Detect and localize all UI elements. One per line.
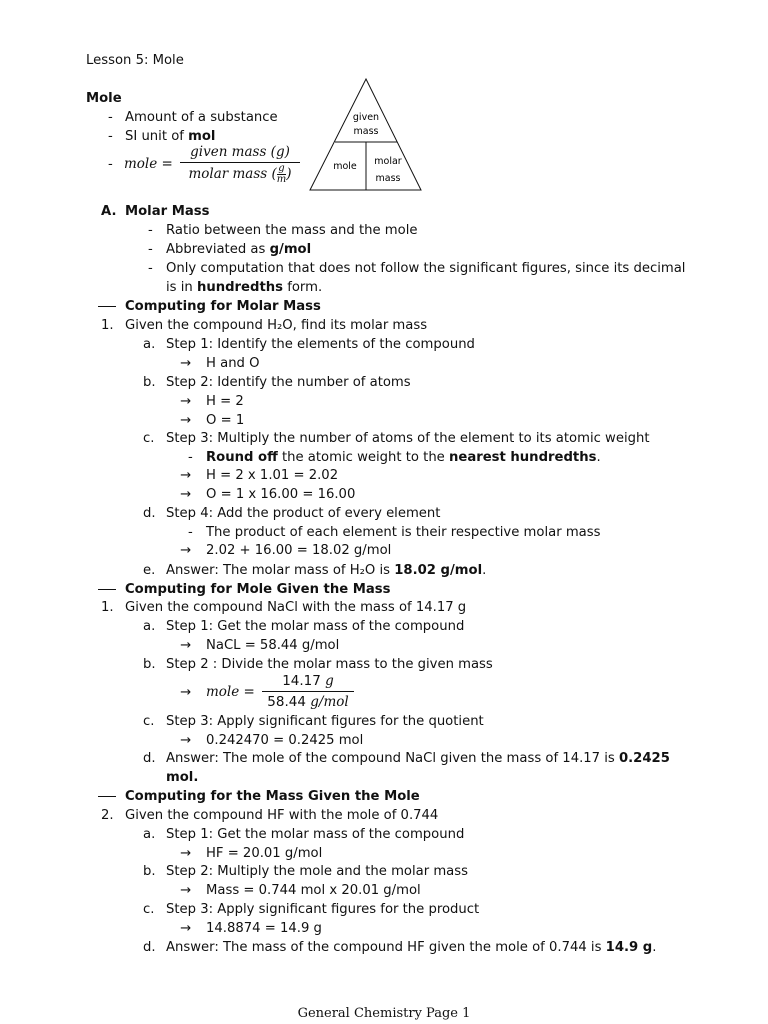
molar-mass-bullet-2: Abbreviated as g/mol (166, 242, 312, 257)
mole-bullet-si-unit: SI unit of mol (125, 129, 216, 144)
sec1-number: 1. (101, 318, 114, 333)
arrow-icon: → (180, 685, 192, 700)
step-letter: c. (143, 431, 155, 446)
bullet-hyphen: - (188, 450, 193, 465)
sec1-step-b-result-1: H = 2 (206, 394, 244, 409)
bullet-hyphen: - (108, 129, 113, 144)
sec2-step-c: Step 3: Apply significant figures for the quotient (166, 714, 484, 729)
step-letter: a. (143, 619, 156, 634)
arrow-icon: → (180, 638, 192, 653)
arrow-icon: → (180, 846, 192, 861)
triangle-top-line1: given (352, 112, 380, 123)
sec1-step-d: Step 4: Add the product of every element (166, 506, 441, 521)
sec3-step-b: Step 2: Multiply the mole and the molar mass (166, 864, 469, 879)
molar-mass-bullet-3-cont: is in hundredths form. (166, 280, 323, 295)
sec2-answer-cont: mol. (166, 770, 199, 785)
sec3-step-a-result: HF = 20.01 g/mol (206, 846, 323, 861)
step-letter: e. (143, 563, 156, 578)
step-letter: d. (143, 751, 156, 766)
bullet-hyphen: - (108, 110, 113, 125)
sec2-formula-numerator: 14.17 g (282, 673, 334, 689)
sec1-step-c-result-1: H = 2 x 1.01 = 2.02 (206, 468, 339, 483)
step-letter: b. (143, 375, 156, 390)
sec2-given: Given the compound NaCl with the mass of 14.17 g (125, 600, 467, 615)
sec1-step-b-result-2: O = 1 (206, 413, 245, 428)
sec1-step-b: Step 2: Identify the number of atoms (166, 375, 411, 390)
bullet-hyphen: - (148, 261, 153, 276)
sec2-step-a-result: NaCL = 58.44 g/mol (206, 638, 340, 653)
sec3-step-c: Step 3: Apply significant figures for the product (166, 902, 480, 917)
section-dash (98, 796, 116, 797)
step-letter: b. (143, 657, 156, 672)
mole-triangle-diagram (308, 76, 424, 192)
arrow-icon: → (180, 356, 192, 371)
mole-formula-lhs: mole = (124, 156, 173, 172)
step-letter: c. (143, 902, 155, 917)
formula-denominator: molar mass ( $\frac{g}{m}$ ) (188, 163, 292, 185)
mole-bullet-amount: Amount of a substance (125, 110, 278, 125)
sec3-step-b-result: Mass = 0.744 mol x 20.01 g/mol (206, 883, 421, 898)
sec3-given: Given the compound HF with the mole of 0.744 (125, 808, 439, 823)
sec2-step-c-result: 0.242470 = 0.2425 mol (206, 733, 364, 748)
sec2-step-a: Step 1: Get the molar mass of the compound (166, 619, 465, 634)
arrow-icon: → (180, 394, 192, 409)
step-letter: c. (143, 714, 155, 729)
sec1-answer: Answer: The molar mass of H₂O is 18.02 g/mol. (166, 563, 487, 578)
step-letter: d. (143, 506, 156, 521)
sec3-title: Computing for the Mass Given the Mole (125, 789, 420, 804)
arrow-icon: → (180, 487, 192, 502)
section-dash (98, 306, 116, 307)
page-footer: General Chemistry Page 1 (297, 1006, 471, 1021)
fraction-bar (262, 691, 354, 692)
sec1-step-a: Step 1: Identify the elements of the compound (166, 337, 475, 352)
step-letter: b. (143, 864, 156, 879)
arrow-icon: → (180, 733, 192, 748)
sec2-formula-fraction (262, 672, 354, 711)
bullet-hyphen: - (188, 525, 193, 540)
sec2-formula-lhs: mole = (206, 684, 255, 700)
triangle-top-line2: mass (353, 126, 379, 137)
arrow-icon: → (180, 413, 192, 428)
sec3-step-a: Step 1: Get the molar mass of the compound (166, 827, 465, 842)
sec2-number: 1. (101, 600, 114, 615)
triangle-left: mole (333, 161, 357, 172)
arrow-icon: → (180, 543, 192, 558)
step-letter: d. (143, 940, 156, 955)
sec3-number: 2. (101, 808, 114, 823)
molar-mass-bullet-3: Only computation that does not follow the significant figures, since its decimal (166, 261, 686, 276)
sec1-step-d-result: 2.02 + 16.00 = 18.02 g/mol (206, 543, 392, 558)
sec3-answer: Answer: The mass of the compound HF given the mole of 0.744 is 14.9 g. (166, 940, 657, 955)
molar-mass-heading: Molar Mass (125, 204, 210, 219)
mole-formula-fraction (180, 143, 300, 185)
triangle-right-line2: mass (375, 173, 401, 184)
step-letter: a. (143, 337, 156, 352)
arrow-icon: → (180, 883, 192, 898)
lesson-title: Lesson 5: Mole (86, 53, 184, 68)
sec1-title: Computing for Molar Mass (125, 299, 321, 314)
arrow-icon: → (180, 468, 192, 483)
sec2-title: Computing for Mole Given the Mass (125, 582, 391, 597)
sec1-given: Given the compound H₂O, find its molar mass (125, 318, 428, 333)
sec1-step-c-result-2: O = 1 x 16.00 = 16.00 (206, 487, 356, 502)
section-dash (98, 589, 116, 590)
sec2-formula-denominator: 58.44 g/mol (267, 694, 349, 710)
formula-numerator: given mass (g) (190, 144, 290, 160)
sec3-step-c-result: 14.8874 = 14.9 g (206, 921, 322, 936)
sec2-step-b: Step 2 : Divide the molar mass to the given mass (166, 657, 493, 672)
sec2-answer: Answer: The mole of the compound NaCl given the mass of 14.17 is 0.2425 (166, 751, 670, 766)
sec1-step-c: Step 3: Multiply the number of atoms of the element to its atomic weight (166, 431, 650, 446)
arrow-icon: → (180, 921, 192, 936)
bullet-hyphen: - (108, 157, 113, 172)
bullet-hyphen: - (148, 242, 153, 257)
mole-heading: Mole (86, 91, 122, 106)
sec1-step-a-result: H and O (206, 356, 260, 371)
section-letter-a: A. (101, 204, 117, 219)
bullet-hyphen: - (148, 223, 153, 238)
triangle-right-line1: molar (374, 156, 402, 167)
sec1-step-d-note: The product of each element is their respective molar mass (206, 525, 601, 540)
molar-mass-bullet-1: Ratio between the mass and the mole (166, 223, 418, 238)
step-letter: a. (143, 827, 156, 842)
sec1-step-c-note: Round off the atomic weight to the nearest hundredths. (206, 450, 601, 465)
